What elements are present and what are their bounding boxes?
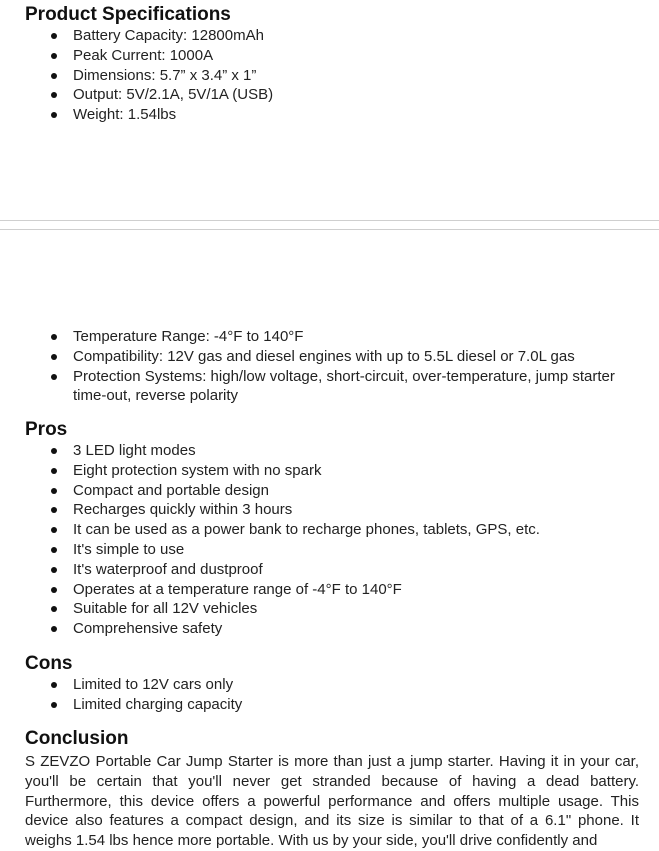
spec-item-battery-capacity: Battery Capacity: 12800mAh	[0, 26, 659, 46]
spec-item-weight: Weight: 1.54lbs	[0, 105, 659, 125]
section-divider-top	[0, 220, 659, 221]
pros-item: It's simple to use	[0, 540, 659, 560]
pros-item: Operates at a temperature range of -4°F to 140°F	[0, 580, 659, 600]
specs-list-top	[0, 26, 659, 125]
spec-item-dimensions: Dimensions: 5.7” x 3.4” x 1”	[0, 66, 659, 86]
spec-item-output: Output: 5V/2.1A, 5V/1A (USB)	[0, 85, 659, 105]
pros-item: It can be used as a power bank to recharge phones, tablets, GPS, etc.	[0, 520, 659, 540]
cons-heading: Cons	[25, 653, 73, 674]
section-divider-bottom	[0, 229, 659, 230]
conclusion-heading: Conclusion	[25, 728, 129, 749]
conclusion-paragraph: S ZEVZO Portable Car Jump Starter is more than just a jump starter. Having it in your car, you'll be certain that you'll never get stranded because of having a dead battery. Furthermore, this device offers a powerful performance and offers multiple usage. This device also features a compact design, and its size is similar to that of a 6.1" phone. It weighs 1.54 lbs hence more portable. With us by your side, you'll drive confidently and	[25, 753, 639, 850]
pros-item: Eight protection system with no spark	[0, 461, 659, 481]
pros-item: Recharges quickly within 3 hours	[0, 500, 659, 520]
spec-item-peak-current: Peak Current: 1000A	[0, 46, 659, 66]
pros-item: Suitable for all 12V vehicles	[0, 599, 659, 619]
pros-list	[0, 441, 659, 639]
spec-item-compatibility: Compatibility: 12V gas and diesel engines with up to 5.5L diesel or 7.0L gas	[0, 347, 659, 367]
spec-item-temperature-range: Temperature Range: -4°F to 140°F	[0, 327, 659, 347]
cons-item: Limited charging capacity	[0, 695, 659, 715]
pros-item: It's waterproof and dustproof	[0, 560, 659, 580]
cons-item: Limited to 12V cars only	[0, 675, 659, 695]
pros-heading: Pros	[25, 419, 68, 440]
spec-item-protection-systems: Protection Systems: high/low voltage, short-circuit, over-temperature, jump starter time-out, reverse polarity	[0, 367, 659, 407]
cons-list	[0, 675, 659, 715]
pros-item: Compact and portable design	[0, 481, 659, 501]
specs-list-bottom	[0, 327, 659, 406]
specs-heading: Product Specifications	[25, 4, 231, 25]
pros-item: 3 LED light modes	[0, 441, 659, 461]
pros-item: Comprehensive safety	[0, 619, 659, 639]
